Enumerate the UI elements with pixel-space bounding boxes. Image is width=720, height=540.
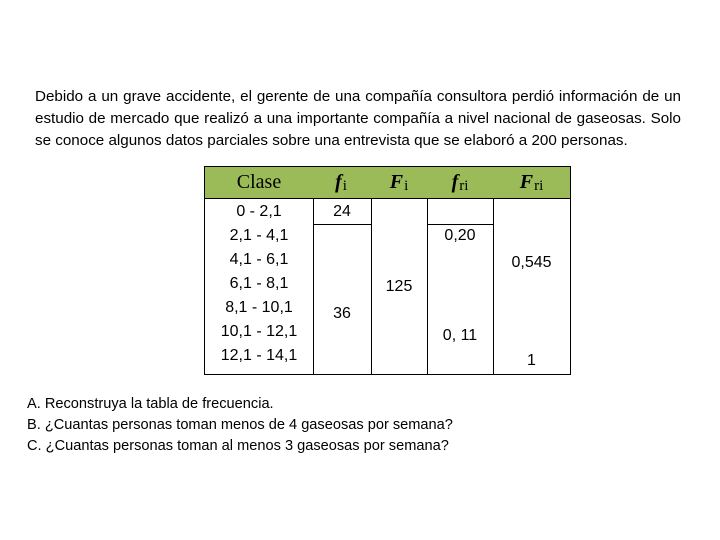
table-cell-Fri: 0,545: [511, 254, 552, 271]
grid-line: [205, 198, 570, 199]
table-cell-clase: 10,1 - 12,1: [220, 323, 298, 340]
table-cell-fri: 0, 11: [442, 327, 478, 344]
problem-statement: Debido a un grave accidente, el gerente de una compañía consultora perdió información de un estudio de mercado que realizó a una importante compañía a nivel nacional de gaseosas. Solo se conoce algunos datos parciales sobre una entrevista que se elaboró a 200 personas.: [35, 88, 681, 150]
table-cell-fi: 36: [333, 305, 351, 322]
header-fri: f ri: [451, 171, 469, 194]
table-cell-clase: 6,1 - 8,1: [229, 275, 289, 292]
table-cell-clase: 12,1 - 14,1: [220, 347, 298, 364]
table-cell-fri: 0,20: [444, 227, 476, 244]
header-Fi: F i: [389, 171, 409, 194]
table-cell-clase: 8,1 - 10,1: [225, 299, 293, 316]
question-c: C. ¿Cuantas personas toman al menos 3 gaseosas por semana?: [27, 438, 449, 455]
table-cell-Fi: 125: [385, 278, 413, 295]
header-Fri: F ri: [519, 171, 544, 194]
table-cell-clase: 4,1 - 6,1: [229, 251, 289, 268]
table-cell-clase: 2,1 - 4,1: [229, 227, 289, 244]
table-cell-clase: 0 - 2,1: [236, 203, 282, 220]
grid-line: [493, 198, 494, 374]
question-b: B. ¿Cuantas personas toman menos de 4 gaseosas por semana?: [27, 417, 453, 434]
frequency-table: [204, 166, 571, 375]
table-cell-fi: 24: [333, 203, 351, 220]
table-cell-Fri: 1: [527, 352, 536, 369]
questions-list: [27, 394, 453, 458]
header-clase: Clase: [236, 171, 282, 193]
question-a: A. Reconstruya la tabla de frecuencia.: [27, 396, 274, 412]
header-fi: f i: [335, 171, 347, 194]
grid-line: [313, 224, 371, 225]
